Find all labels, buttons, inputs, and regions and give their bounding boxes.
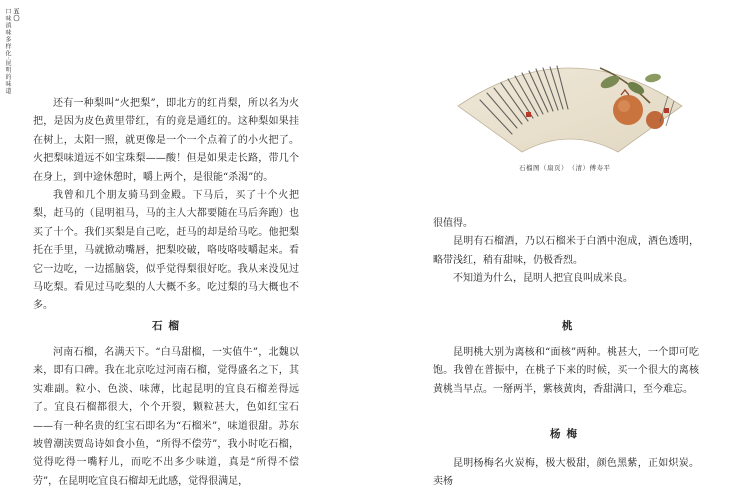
side-running-head [4, 8, 19, 95]
paragraph: 昆明有石榴酒，乃以石榴米于白酒中泡成，酒色透明，略带浅红，稍有甜味，仍极香烈。 [433, 236, 699, 266]
fan-painting [450, 48, 690, 158]
left-page [0, 0, 365, 487]
body-text-right-3 [433, 455, 699, 492]
paragraph: 还有一种梨叫“火把梨”，即北方的红肖梨，所以名为火把，是因为皮色黄里带红，有的竟是通红的。这种梨如果挂在树上，太阳一照，就更像是一个一个点着了的小火把了。火把梨味道远不如宝珠梨——酸！但是如果走长路，带几个在身上，到中途休憩时，嚼上两个，是很能“杀渴”的。 [33, 98, 299, 183]
paragraph: 很值得。 [433, 218, 473, 229]
paragraph: 昆明杨梅名火炭梅，极大极甜，颜色黑紫，正如炽炭。卖杨 [433, 458, 699, 488]
body-text-top [33, 95, 299, 316]
paragraph: 我曾和几个朋友骑马到金殿。下马后，买了十个火把梨，赶马的（昆明祖马，马的主人大都要随在马后奔跑）也买了十个。我们买梨是自己吃，赶马的却是给马吃。他把梨托在手里，马就掀动嘴唇，把梨咬破，咯吱咯吱嚼起来。看它一边吃，一边摇脑袋，似乎觉得梨很好吃。我从来没见过马吃梨。看见过马吃梨的人大概不多。吃过梨的马大概也不多。 [33, 190, 299, 312]
section-title-bayberry: 杨梅 [550, 428, 583, 440]
right-page [365, 0, 730, 487]
body-text-bottom [33, 344, 299, 491]
section-title-peach: 桃 [562, 320, 579, 332]
paragraph: 河南石榴，名满天下。“白马甜榴，一实值牛”，北魏以来，即有口碑。我在北京吃过河南石榴，觉得盛名之下，其实难副。粒小、色淡、味薄，比起昆明的宜良石榴差得远了。宜良石榴都很大，个个开裂，颗粒甚大，色如红宝石——有一种名贵的红宝石即名为“石榴米”，味道很甜。苏东坡曾潮渎贾岛诗如食小鱼，“所得不偿劳”，我小时吃石榴，觉得吃得一嘴籽儿，而吃不出多少味道，真是“所得不偿劳”，在昆明吃宜良石榴却无此感，觉得很满足， [33, 347, 299, 487]
body-text-right-2 [433, 344, 699, 399]
page-number: 五〇 [12, 8, 19, 22]
section-title-pomegranate: 石榴 [152, 320, 185, 332]
running-head: 口味滇味多样化·昆明的味道 [4, 8, 11, 95]
paragraph: 不知道为什么，昆明人把宜良叫成米良。 [453, 273, 633, 285]
figure-caption: 石榴图（扇页） （清）傅寿平 [519, 164, 611, 172]
paragraph: 昆明桃大别为离核和“面核”两种。桃甚大，一个即可吃饱。我曾在普振中，在桃子下来的时候，买一个很大的离核黄桃当早点。一掰两半，紫核黄肉，香甜满口，至今难忘。 [433, 347, 699, 395]
body-text-right-1 [433, 215, 699, 289]
fan-painting-image [450, 48, 690, 158]
